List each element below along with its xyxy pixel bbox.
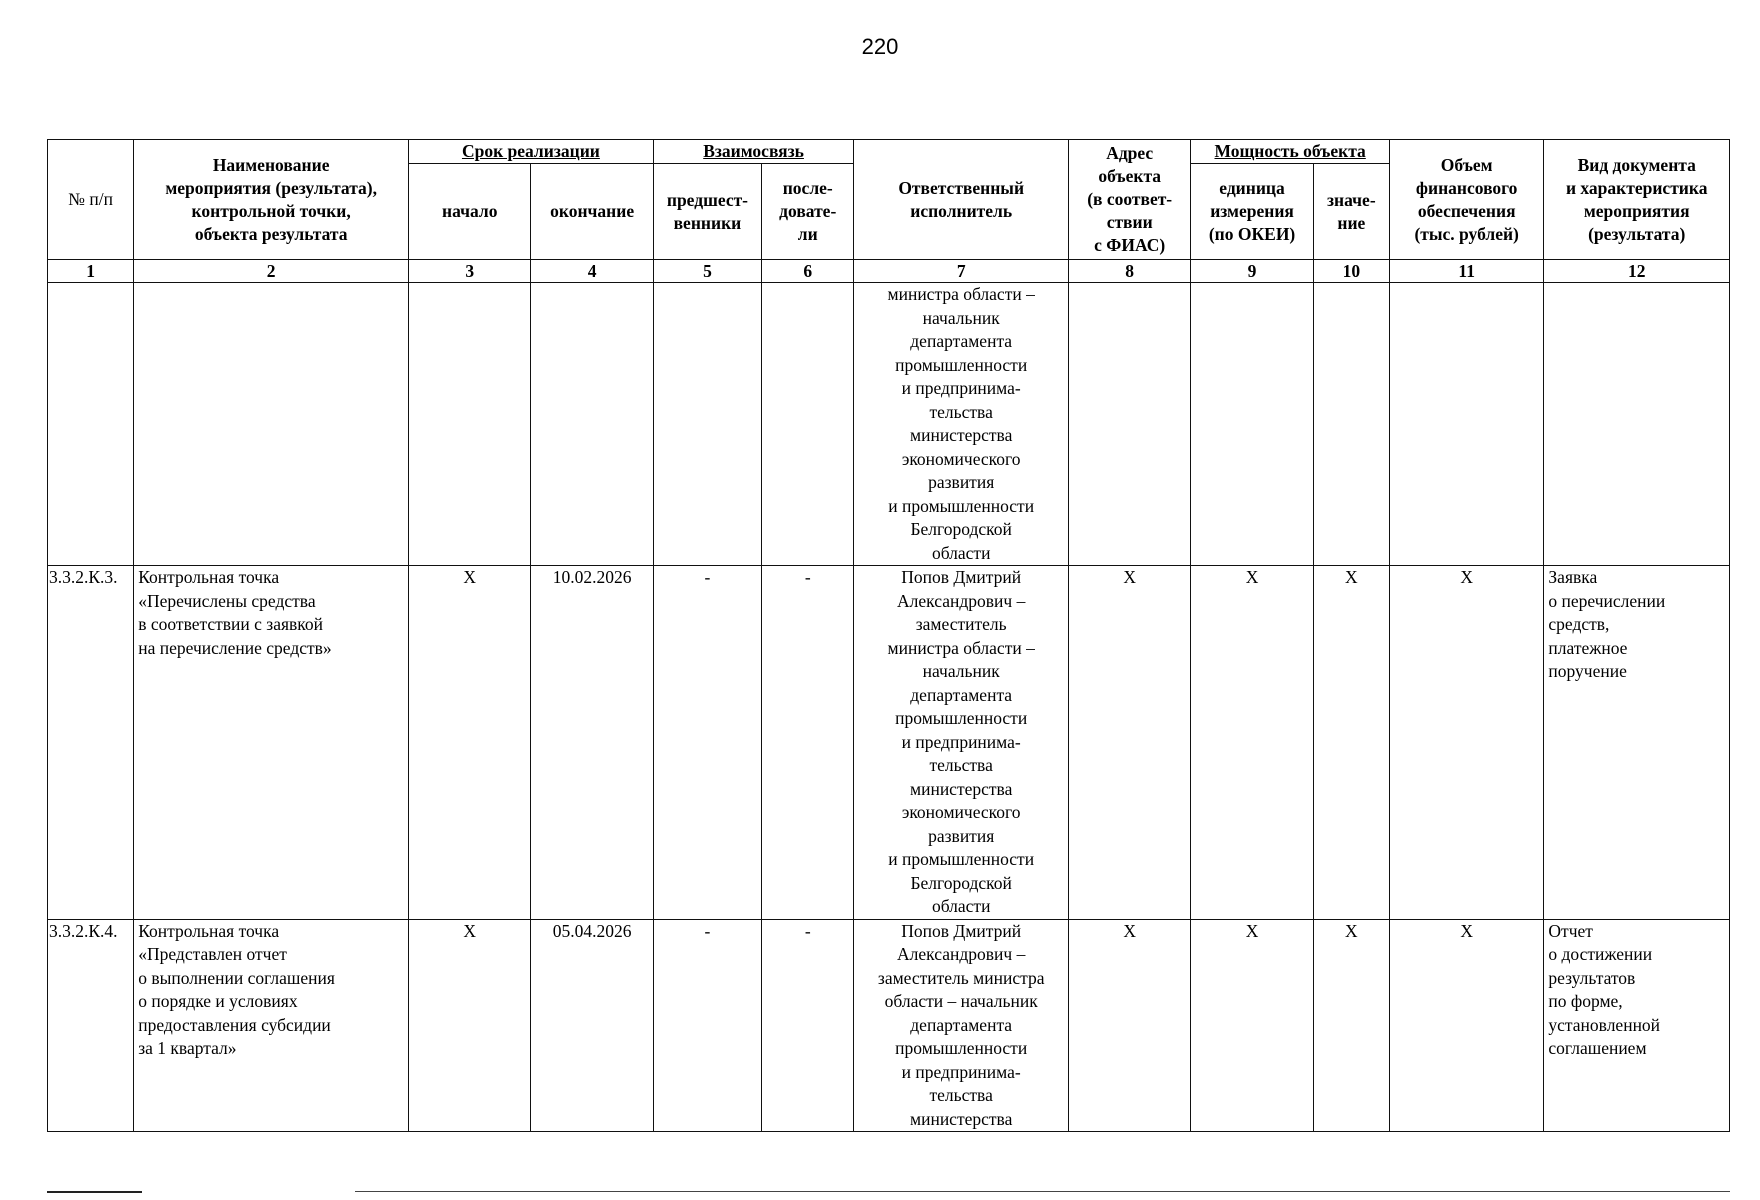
column-number: 10 <box>1313 260 1389 283</box>
column-numbers-row <box>48 260 1730 283</box>
header-value: значе- ние <box>1313 164 1389 260</box>
row-document: Заявка о перечислении средств, платежное поручение <box>1544 566 1730 920</box>
header-power-group: Мощность объекта <box>1191 140 1390 164</box>
row-name <box>134 283 409 566</box>
row-predecessors: - <box>653 566 761 920</box>
header-name: Наименование мероприятия (результата), контрольной точки, объекта результата <box>134 140 409 260</box>
row-name: Контрольная точка «Представлен отчет о выполнении соглашения о порядке и условиях предоставления субсидии за 1 квартал» <box>134 919 409 1132</box>
column-number: 3 <box>409 260 531 283</box>
row-num: 3.3.2.К.3. <box>48 566 134 920</box>
table-row <box>48 919 1730 1132</box>
column-number: 8 <box>1069 260 1191 283</box>
column-number: 12 <box>1544 260 1730 283</box>
column-number: 7 <box>854 260 1069 283</box>
header-end: окончание <box>531 164 653 260</box>
row-value <box>1313 283 1389 566</box>
row-start <box>409 283 531 566</box>
row-value: X <box>1313 919 1389 1132</box>
row-financing: X <box>1389 566 1543 920</box>
header-successors: после- довате- ли <box>762 164 854 260</box>
column-number: 5 <box>653 260 761 283</box>
row-successors: - <box>762 919 854 1132</box>
header-address: Адрес объекта (в соответ- ствии с ФИАС) <box>1069 140 1191 260</box>
column-number: 6 <box>762 260 854 283</box>
row-successors: - <box>762 566 854 920</box>
row-responsible: Попов Дмитрий Александрович – заместитель министра области – начальник департамента промышленности и предпринима- тельства министерства <box>854 919 1069 1132</box>
row-start: X <box>409 566 531 920</box>
row-address: X <box>1069 919 1191 1132</box>
row-document <box>1544 283 1730 566</box>
row-unit: X <box>1191 919 1313 1132</box>
page-number: 220 <box>861 34 899 59</box>
column-number: 1 <box>48 260 134 283</box>
row-value: X <box>1313 566 1389 920</box>
row-address: X <box>1069 566 1191 920</box>
header-link-group: Взаимосвязь <box>653 140 854 164</box>
plan-table <box>47 139 1730 1132</box>
table-row <box>48 283 1730 566</box>
row-financing <box>1389 283 1543 566</box>
header-document: Вид документа и характеристика мероприятия (результата) <box>1544 140 1730 260</box>
row-responsible: министра области – начальник департамента промышленности и предпринима- тельства министерства экономического развития и промышленности Белгородской области <box>854 283 1069 566</box>
column-number: 11 <box>1389 260 1543 283</box>
column-number: 9 <box>1191 260 1313 283</box>
row-num: 3.3.2.К.4. <box>48 919 134 1132</box>
header-num: № п/п <box>48 140 134 260</box>
header-responsible: Ответственный исполнитель <box>854 140 1069 260</box>
footer-rule-right <box>355 1191 1730 1192</box>
row-end: 05.04.2026 <box>531 919 653 1132</box>
row-address <box>1069 283 1191 566</box>
column-number: 2 <box>134 260 409 283</box>
row-financing: X <box>1389 919 1543 1132</box>
row-document: Отчет о достижении результатов по форме, установленной соглашением <box>1544 919 1730 1132</box>
column-number: 4 <box>531 260 653 283</box>
row-num <box>48 283 134 566</box>
row-end: 10.02.2026 <box>531 566 653 920</box>
header-predecessors: предшест- венники <box>653 164 761 260</box>
table-row <box>48 566 1730 920</box>
row-responsible: Попов Дмитрий Александрович – заместитель министра области – начальник департамента промышленности и предпринима- тельства министерства экономического развития и промышленности Белгородской области <box>854 566 1069 920</box>
header-financing: Объем финансового обеспечения (тыс. рублей) <box>1389 140 1543 260</box>
row-unit <box>1191 283 1313 566</box>
header-row-1 <box>48 140 1730 164</box>
header-term-group: Срок реализации <box>409 140 654 164</box>
header-unit: единица измерения (по ОКЕИ) <box>1191 164 1313 260</box>
row-unit: X <box>1191 566 1313 920</box>
row-end <box>531 283 653 566</box>
header-start: начало <box>409 164 531 260</box>
row-start: X <box>409 919 531 1132</box>
footer-rule-left <box>47 1191 142 1193</box>
row-predecessors: - <box>653 919 761 1132</box>
row-predecessors <box>653 283 761 566</box>
row-successors <box>762 283 854 566</box>
row-name: Контрольная точка «Перечислены средства в соответствии с заявкой на перечисление средств» <box>134 566 409 920</box>
